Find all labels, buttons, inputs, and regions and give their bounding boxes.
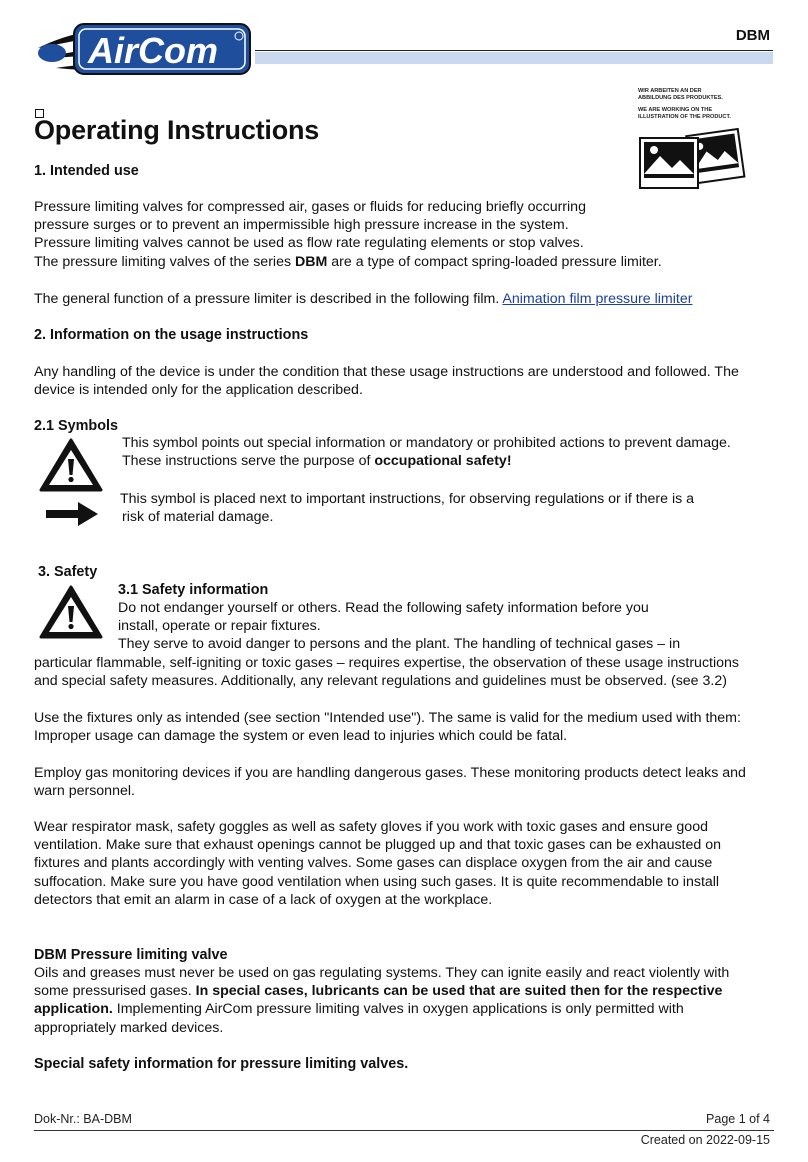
- dbm-line3-b: Implementing AirCom pressure limiting valves in oxygen applications is only permitted with: [112, 1001, 684, 1018]
- dbm-line4: appropriately marked devices.: [34, 1019, 224, 1036]
- occupational-safety: occupational safety!: [374, 453, 512, 470]
- section-2-heading: 2. Information on the usage instructions: [34, 327, 309, 343]
- s3-paragraph-3: [34, 764, 774, 800]
- dbm-line3-bold: application.: [34, 1001, 113, 1018]
- s3-paragraph-2: [34, 709, 774, 745]
- warning-line1: This symbol points out special information or mandatory or prohibited actions to prevent damage.: [122, 435, 731, 451]
- page-title: Operating Instructions: [34, 115, 320, 145]
- created-date: Created on 2022-09-15: [640, 1133, 770, 1147]
- s3-p4-line3: fixtures and plants accordingly with venting valves. Some gases can displace oxygen from the air and cause: [34, 855, 713, 872]
- warning-triangle-icon: [38, 437, 104, 493]
- s1-line3: Pressure limiting valves cannot be used as flow rate regulating elements or stop valves.: [34, 235, 584, 252]
- doc-code: DBM: [735, 27, 770, 44]
- s3-paragraph-4: [34, 818, 774, 909]
- section-2-1-heading: 2.1 Symbols: [34, 418, 118, 434]
- s1-line4-c: are a type of compact spring-loaded pressure limiter.: [327, 253, 662, 270]
- s2-line1: Any handling of the device is under the condition that these usage instructions are understood and followed. The: [34, 364, 739, 380]
- s3-p2-line1: Use the fixtures only as intended (see section "Intended use"). The same is valid for the medium used with them:: [34, 710, 741, 726]
- warning-triangle-icon-2: [38, 584, 104, 640]
- section-3-1-heading: 3.1 Safety information: [118, 582, 269, 598]
- s3-p4-line5: detectors that emit an alarm in case of a lack of oxygen at the workplace.: [34, 891, 493, 908]
- s2-line2: device is intended only for the application described.: [34, 382, 363, 399]
- placeholder-de-line1: WIR ARBEITEN AN DER: [638, 88, 702, 94]
- arrow-line1: This symbol is placed next to important instructions, for observing regulations or if there is a: [120, 491, 695, 507]
- section-1-body: [34, 198, 774, 271]
- image-placeholder-icon: [638, 126, 748, 190]
- s3-line5: and special safety measures. Additionally, any relevant regulations and guidelines must be observed. (see 3.2): [34, 673, 727, 690]
- dbm-line2-a: some pressurised gases.: [34, 983, 196, 1000]
- dbm-line3: [34, 1000, 774, 1018]
- s3-line2: install, operate or repair fixtures.: [118, 618, 321, 635]
- warning-symbol-text: [122, 434, 772, 470]
- series-name: DBM: [295, 253, 328, 270]
- special-safety-heading: Special safety information for pressure limiting valves.: [34, 1056, 409, 1072]
- s3-line4: particular flammable, self-igniting or toxic gases – requires expertise, the observation of these usage instructions: [34, 655, 740, 671]
- s1-line1: Pressure limiting valves for compressed air, gases or fluids for reducing briefly occurring: [34, 199, 586, 215]
- dbm-line2: [34, 982, 774, 1000]
- dbm-heading: DBM Pressure limiting valve: [34, 947, 228, 963]
- s3-p4-line1: Wear respirator mask, safety goggles as well as safety gloves if you work with toxic gases and ensure good: [34, 819, 708, 835]
- section-2-body: [34, 363, 774, 399]
- section-3-heading: 3. Safety: [38, 564, 98, 580]
- arrow-right-icon: [44, 499, 100, 529]
- film-text: The general function of a pressure limiter is described in the following film.: [34, 291, 503, 307]
- aircom-logo: [34, 18, 254, 80]
- arrow-line2: risk of material damage.: [122, 509, 274, 526]
- s3-p4-line2: ventilation. Make sure that exhaust openings cannot be plugged up and that toxic gases can be exhausted on: [34, 837, 721, 854]
- dbm-body: [34, 964, 774, 1037]
- animation-film-link[interactable]: Animation film pressure limiter: [502, 291, 693, 307]
- dbm-line1: Oils and greases must never be used on gas regulating systems. They can ignite easily and react violently with: [34, 965, 730, 981]
- placeholder-en-line1: WE ARE WORKING ON THE: [638, 107, 713, 113]
- s3-p3-line2: warn personnel.: [34, 783, 135, 800]
- s3-line1: Do not endanger yourself or others. Read the following safety information before you: [118, 600, 649, 616]
- arrow-symbol-text: [120, 490, 770, 526]
- doc-number: Dok-Nr.: BA-DBM: [34, 1112, 132, 1126]
- page-number: Page 1 of 4: [706, 1112, 770, 1126]
- s3-p4-line4: suffocation. Make sure you have good ventilation when using such gases. It is quite recommendable to install: [34, 873, 720, 890]
- s1-line4-a: The pressure limiting valves of the series: [34, 253, 296, 270]
- warning-line2-a: These instructions serve the purpose of: [122, 453, 375, 470]
- header-rule: [255, 50, 773, 51]
- s3-p2-line2: Improper usage can damage the system or even lead to injuries which could be fatal.: [34, 728, 568, 745]
- s3-body: [34, 654, 774, 690]
- placeholder-de-line2: ABBILDUNG DES PRODUKTES.: [638, 94, 723, 101]
- header-band: [255, 52, 773, 64]
- placeholder-en-line2: ILLUSTRATION OF THE PRODUCT.: [638, 113, 731, 120]
- s1-line4: [34, 253, 774, 271]
- footer-rule: [34, 1130, 774, 1131]
- dbm-line2-bold: In special cases, lubricants can be used that are suited then for the respective: [195, 983, 723, 1000]
- film-line: [34, 290, 774, 308]
- s3-p3-line1: Employ gas monitoring devices if you are handling dangerous gases. These monitoring products detect leaks and: [34, 765, 746, 781]
- warning-line2: [122, 452, 772, 470]
- s3-line3: They serve to avoid danger to persons and the plant. The handling of technical gases – in: [118, 636, 681, 653]
- s1-line2: pressure surges or to prevent an impermissible high pressure increase in the system.: [34, 217, 569, 234]
- s3-intro: [118, 599, 768, 654]
- section-1-heading: 1. Intended use: [34, 163, 139, 179]
- logo-text: AirCom: [88, 30, 219, 71]
